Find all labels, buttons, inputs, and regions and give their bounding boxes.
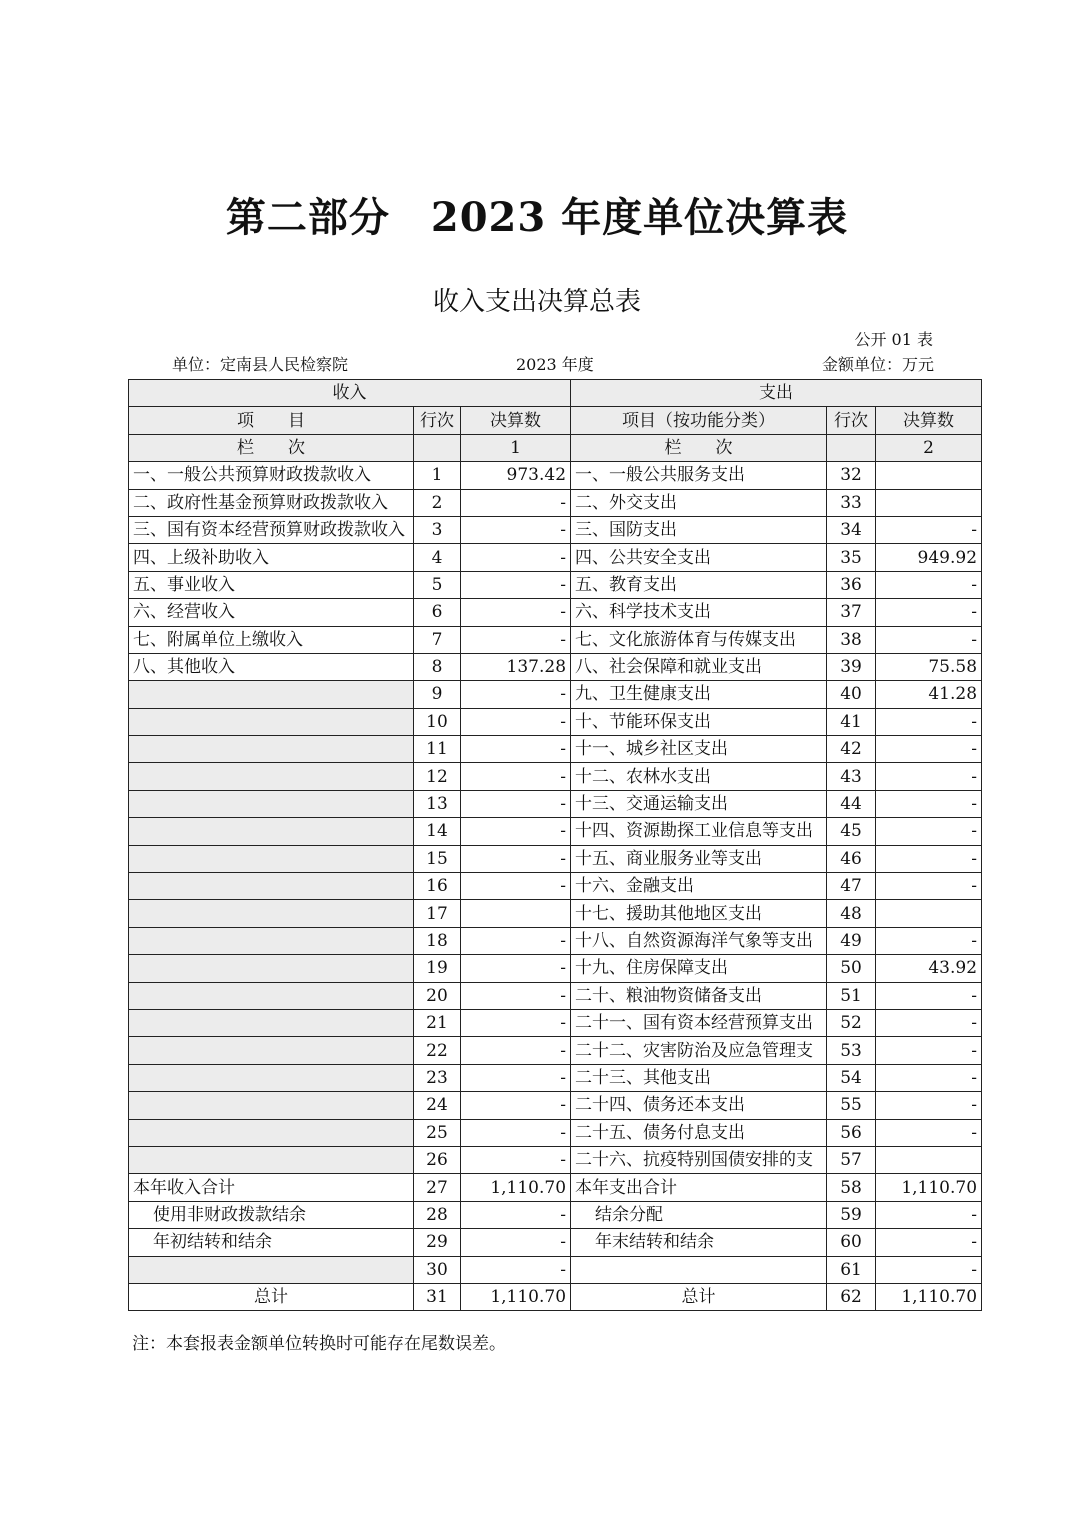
income-amount: - (461, 1009, 571, 1036)
income-item: 一、一般公共预算财政拨款收入 (129, 462, 414, 489)
income-row-no: 3 (414, 516, 461, 543)
expense-row-no: 57 (827, 1146, 876, 1173)
expense-item: 二、外交支出 (571, 489, 827, 516)
summary-row (129, 1201, 982, 1228)
expense-item: 二十、粮油物资储备支出 (571, 982, 827, 1009)
income-header: 收入 (129, 380, 571, 407)
income-amount: - (461, 1092, 571, 1119)
total-row (129, 1283, 982, 1310)
col-item-func-header: 项目（按功能分类） (571, 407, 827, 434)
meta-row (128, 352, 934, 374)
expense-amount: 1,110.70 (876, 1174, 982, 1201)
table-row (129, 927, 982, 954)
income-amount: 137.28 (461, 653, 571, 680)
table-row (129, 516, 982, 543)
expense-amount: - (876, 1037, 982, 1064)
expense-row-no: 39 (827, 653, 876, 680)
expense-row-no: 52 (827, 1009, 876, 1036)
income-expense-table (128, 379, 982, 1311)
income-amount: - (461, 626, 571, 653)
income-item (129, 955, 414, 982)
expense-row-no: 58 (827, 1174, 876, 1201)
expense-item: 十二、农林水支出 (571, 763, 827, 790)
expense-item: 十一、城乡社区支出 (571, 736, 827, 763)
expense-row-no: 61 (827, 1256, 876, 1283)
income-item: 六、经营收入 (129, 599, 414, 626)
table-row (129, 489, 982, 516)
section-header-row (129, 380, 982, 407)
income-row-no: 10 (414, 708, 461, 735)
income-row-no: 13 (414, 790, 461, 817)
table-row (129, 736, 982, 763)
income-row-no: 1 (414, 462, 461, 489)
expense-amount: - (876, 708, 982, 735)
income-row-no: 27 (414, 1174, 461, 1201)
expense-row-no: 37 (827, 599, 876, 626)
income-amount: - (461, 1229, 571, 1256)
income-item: 四、上级补助收入 (129, 544, 414, 571)
income-row-no: 26 (414, 1146, 461, 1173)
expense-row-no: 59 (827, 1201, 876, 1228)
unit-label: 单位：定南县人民检察院 (172, 355, 349, 374)
expense-amount: - (876, 516, 982, 543)
income-row-no: 21 (414, 1009, 461, 1036)
income-item (129, 982, 414, 1009)
income-row-no: 20 (414, 982, 461, 1009)
expense-row-no: 43 (827, 763, 876, 790)
table-row (129, 873, 982, 900)
table-row (129, 845, 982, 872)
expense-item: 二十二、灾害防治及应急管理支 (571, 1037, 827, 1064)
expense-item: 十五、商业服务业等支出 (571, 845, 827, 872)
income-item (129, 763, 414, 790)
income-amount: - (461, 736, 571, 763)
expense-amount: 43.92 (876, 955, 982, 982)
expense-item: 一、一般公共服务支出 (571, 462, 827, 489)
col-amount-right-header: 决算数 (876, 407, 982, 434)
expense-item: 二十一、国有资本经营预算支出 (571, 1009, 827, 1036)
income-row-no: 11 (414, 736, 461, 763)
income-amount: - (461, 516, 571, 543)
col-row-right-header: 行次 (827, 407, 876, 434)
expense-amount: - (876, 1092, 982, 1119)
summary-row (129, 1256, 982, 1283)
expense-row-no: 49 (827, 927, 876, 954)
income-amount (461, 900, 571, 927)
table-row (129, 708, 982, 735)
expense-row-no: 33 (827, 489, 876, 516)
income-item (129, 1037, 414, 1064)
income-item (129, 873, 414, 900)
table-row (129, 571, 982, 598)
expense-row-no: 41 (827, 708, 876, 735)
expense-amount: - (876, 626, 982, 653)
income-amount: - (461, 790, 571, 817)
expense-row-no: 53 (827, 1037, 876, 1064)
expense-header: 支出 (571, 380, 982, 407)
expense-amount: - (876, 1064, 982, 1091)
expense-item: 四、公共安全支出 (571, 544, 827, 571)
expense-row-no: 54 (827, 1064, 876, 1091)
income-row-no: 22 (414, 1037, 461, 1064)
income-item (129, 1256, 414, 1283)
expense-row-no: 50 (827, 955, 876, 982)
expense-item: 十六、金融支出 (571, 873, 827, 900)
expense-item: 十七、援助其他地区支出 (571, 900, 827, 927)
expense-amount: - (876, 571, 982, 598)
expense-row-no: 35 (827, 544, 876, 571)
income-row-no: 6 (414, 599, 461, 626)
column-number-row (129, 434, 982, 461)
income-amount: - (461, 955, 571, 982)
expense-item: 六、科学技术支出 (571, 599, 827, 626)
income-item (129, 900, 414, 927)
income-item (129, 1009, 414, 1036)
expense-amount: 1,110.70 (876, 1283, 982, 1310)
table-row (129, 681, 982, 708)
income-amount: - (461, 1064, 571, 1091)
expense-item: 十四、资源勘探工业信息等支出 (571, 818, 827, 845)
income-amount: - (461, 1256, 571, 1283)
income-row-no: 16 (414, 873, 461, 900)
income-amount: - (461, 845, 571, 872)
expense-item: 十九、住房保障支出 (571, 955, 827, 982)
expense-amount: - (876, 790, 982, 817)
income-item: 二、政府性基金预算财政拨款收入 (129, 489, 414, 516)
summary-row (129, 1174, 982, 1201)
income-item (129, 736, 414, 763)
expense-row-no: 47 (827, 873, 876, 900)
income-item: 五、事业收入 (129, 571, 414, 598)
expense-amount: - (876, 1119, 982, 1146)
income-item: 总计 (129, 1283, 414, 1310)
expense-row-no: 42 (827, 736, 876, 763)
income-amount: - (461, 681, 571, 708)
expense-row-no: 56 (827, 1119, 876, 1146)
income-amount: 973.42 (461, 462, 571, 489)
expense-amount: - (876, 1009, 982, 1036)
table-row (129, 1092, 982, 1119)
income-amount: - (461, 571, 571, 598)
expense-item: 八、社会保障和就业支出 (571, 653, 827, 680)
income-item: 年初结转和结余 (129, 1229, 414, 1256)
income-amount: - (461, 982, 571, 1009)
income-amount: - (461, 1119, 571, 1146)
income-amount: - (461, 818, 571, 845)
expense-item (571, 1256, 827, 1283)
expense-row-no: 45 (827, 818, 876, 845)
income-row-no: 23 (414, 1064, 461, 1091)
col-label-right: 栏 次 (571, 434, 827, 461)
income-row-no: 14 (414, 818, 461, 845)
income-amount: - (461, 763, 571, 790)
income-row-no: 29 (414, 1229, 461, 1256)
expense-item: 二十四、债务还本支出 (571, 1092, 827, 1119)
income-amount: - (461, 599, 571, 626)
col-num-right: 2 (876, 434, 982, 461)
expense-row-no: 36 (827, 571, 876, 598)
income-row-no: 31 (414, 1283, 461, 1310)
expense-item: 总计 (571, 1283, 827, 1310)
income-item (129, 1064, 414, 1091)
expense-amount: - (876, 818, 982, 845)
expense-item: 十三、交通运输支出 (571, 790, 827, 817)
expense-amount (876, 900, 982, 927)
expense-row-no: 51 (827, 982, 876, 1009)
expense-item: 二十五、债务付息支出 (571, 1119, 827, 1146)
expense-amount: - (876, 873, 982, 900)
income-row-no: 19 (414, 955, 461, 982)
income-row-no: 24 (414, 1092, 461, 1119)
column-header-row (129, 407, 982, 434)
income-amount: - (461, 1201, 571, 1228)
expense-item: 结余分配 (571, 1201, 827, 1228)
expense-item: 年末结转和结余 (571, 1229, 827, 1256)
footnote: 注：本套报表金额单位转换时可能存在尾数误差。 (132, 1334, 506, 1354)
income-amount: 1,110.70 (461, 1283, 571, 1310)
expense-amount (876, 462, 982, 489)
income-row-no: 5 (414, 571, 461, 598)
expense-amount: - (876, 763, 982, 790)
income-item (129, 1119, 414, 1146)
table-row (129, 982, 982, 1009)
expense-amount: - (876, 599, 982, 626)
expense-row-no: 44 (827, 790, 876, 817)
expense-amount (876, 489, 982, 516)
sub-title: 收入支出决算总表 (432, 287, 641, 317)
table-row (129, 1064, 982, 1091)
income-row-no: 12 (414, 763, 461, 790)
summary-row (129, 1229, 982, 1256)
expense-item: 本年支出合计 (571, 1174, 827, 1201)
income-item (129, 845, 414, 872)
expense-item: 三、国防支出 (571, 516, 827, 543)
table-row (129, 462, 982, 489)
table-row (129, 599, 982, 626)
expense-amount: - (876, 927, 982, 954)
income-item: 三、国有资本经营预算财政拨款收入 (129, 516, 414, 543)
col-amount-header: 决算数 (461, 407, 571, 434)
income-item: 八、其他收入 (129, 653, 414, 680)
income-item (129, 927, 414, 954)
expense-item: 二十三、其他支出 (571, 1064, 827, 1091)
expense-amount: - (876, 1201, 982, 1228)
expense-item: 十八、自然资源海洋气象等支出 (571, 927, 827, 954)
expense-item: 七、文化旅游体育与传媒支出 (571, 626, 827, 653)
table-row (129, 626, 982, 653)
expense-item: 九、卫生健康支出 (571, 681, 827, 708)
income-amount: - (461, 873, 571, 900)
main-title: 第二部分 2023 年度单位决算表 (225, 194, 849, 241)
expense-row-no: 46 (827, 845, 876, 872)
expense-row-no: 62 (827, 1283, 876, 1310)
expense-amount: - (876, 1256, 982, 1283)
income-amount: - (461, 1037, 571, 1064)
income-item (129, 818, 414, 845)
table-row (129, 763, 982, 790)
income-row-no: 17 (414, 900, 461, 927)
col-blank-left (414, 434, 461, 461)
expense-row-no: 34 (827, 516, 876, 543)
expense-amount: 41.28 (876, 681, 982, 708)
income-item (129, 681, 414, 708)
income-amount: - (461, 1146, 571, 1173)
col-label-left: 栏 次 (129, 434, 414, 461)
form-code: 公开 01 表 (854, 330, 933, 349)
income-row-no: 2 (414, 489, 461, 516)
income-amount: - (461, 489, 571, 516)
income-row-no: 30 (414, 1256, 461, 1283)
expense-row-no: 60 (827, 1229, 876, 1256)
income-row-no: 4 (414, 544, 461, 571)
expense-row-no: 38 (827, 626, 876, 653)
amount-unit-label: 金额单位：万元 (821, 355, 934, 374)
table-row (129, 818, 982, 845)
col-num-left: 1 (461, 434, 571, 461)
income-item (129, 708, 414, 735)
expense-amount: - (876, 736, 982, 763)
income-item: 七、附属单位上缴收入 (129, 626, 414, 653)
income-row-no: 15 (414, 845, 461, 872)
col-row-header: 行次 (414, 407, 461, 434)
expense-item: 十、节能环保支出 (571, 708, 827, 735)
expense-row-no: 55 (827, 1092, 876, 1119)
expense-item: 二十六、抗疫特别国债安排的支 (571, 1146, 827, 1173)
expense-amount: - (876, 982, 982, 1009)
income-row-no: 7 (414, 626, 461, 653)
income-item: 使用非财政拨款结余 (129, 1201, 414, 1228)
expense-amount: 949.92 (876, 544, 982, 571)
income-amount: 1,110.70 (461, 1174, 571, 1201)
income-amount: - (461, 544, 571, 571)
income-item (129, 1092, 414, 1119)
table-row (129, 1009, 982, 1036)
table-row (129, 1037, 982, 1064)
expense-row-no: 48 (827, 900, 876, 927)
income-item: 本年收入合计 (129, 1174, 414, 1201)
expense-amount: - (876, 845, 982, 872)
col-blank-right (827, 434, 876, 461)
table-row (129, 955, 982, 982)
income-row-no: 28 (414, 1201, 461, 1228)
expense-item: 五、教育支出 (571, 571, 827, 598)
income-row-no: 25 (414, 1119, 461, 1146)
table-row (129, 790, 982, 817)
table-row (129, 1119, 982, 1146)
expense-row-no: 40 (827, 681, 876, 708)
table-row (129, 900, 982, 927)
income-row-no: 8 (414, 653, 461, 680)
income-row-no: 18 (414, 927, 461, 954)
income-item (129, 790, 414, 817)
col-item-header: 项 目 (129, 407, 414, 434)
table-row (129, 544, 982, 571)
income-row-no: 9 (414, 681, 461, 708)
table-row (129, 1146, 982, 1173)
year-label: 2023 年度 (516, 355, 594, 374)
expense-row-no: 32 (827, 462, 876, 489)
income-item (129, 1146, 414, 1173)
income-amount: - (461, 927, 571, 954)
table-row (129, 653, 982, 680)
expense-amount: 75.58 (876, 653, 982, 680)
income-amount: - (461, 708, 571, 735)
expense-amount: - (876, 1229, 982, 1256)
expense-amount (876, 1146, 982, 1173)
